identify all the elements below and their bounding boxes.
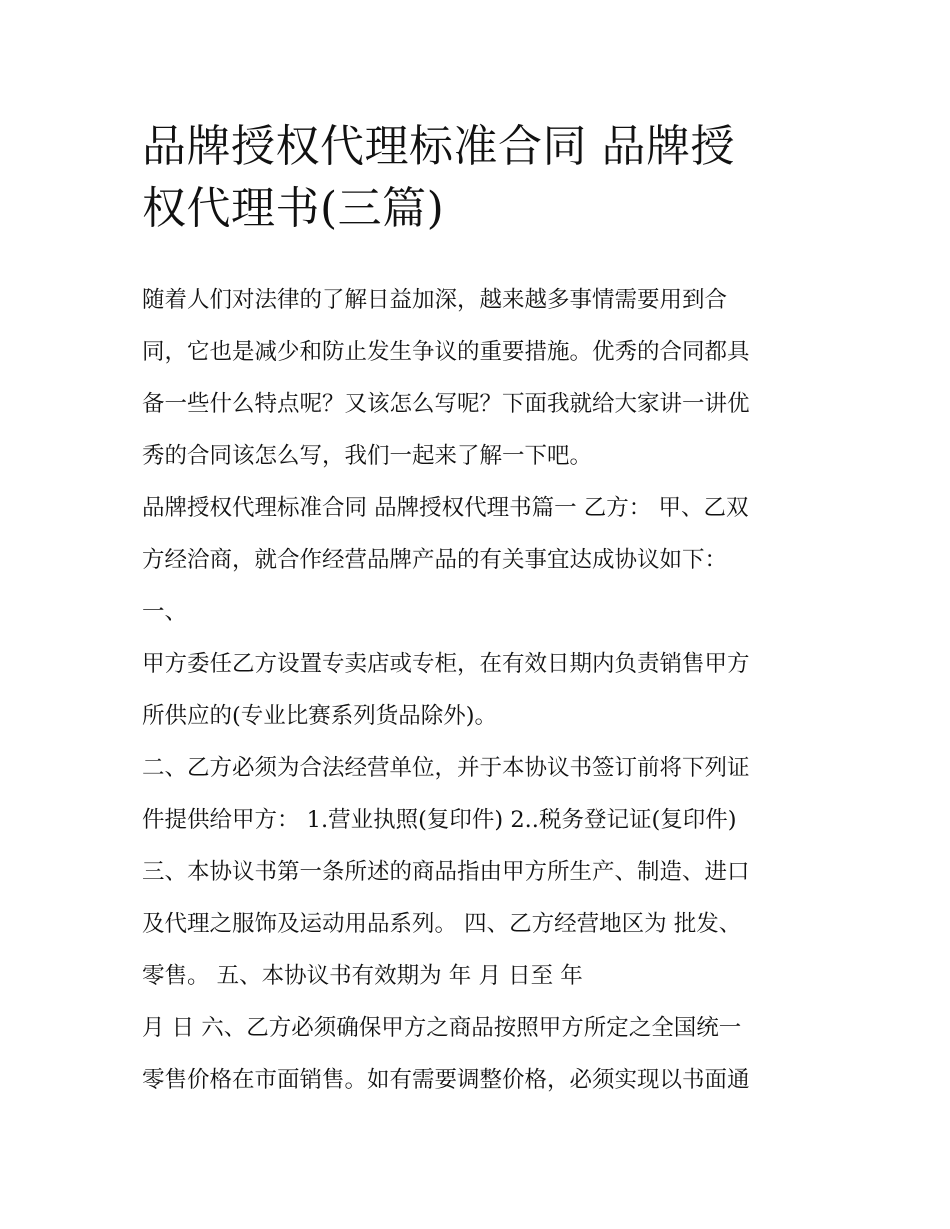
body-line: 同，它也是减少和防止发生争议的重要措施。优秀的合同都具 — [142, 339, 750, 365]
document-content — [142, 116, 814, 1106]
body-line: 月 日 六、乙方必须确保甲方之商品按照甲方所定之全国统一 — [142, 1015, 742, 1041]
body-line: 方经洽商，就合作经营品牌产品的有关事宜达成协议如下： — [142, 547, 728, 573]
body-line: 二、乙方必须为合法经营单位，并于本协议书签订前将下列证 — [142, 755, 750, 781]
body-line: 件提供给甲方： 1.营业执照(复印件) 2..税务登记证(复印件) — [142, 807, 737, 833]
body-line: 随着人们对法律的了解日益加深，越来越多事情需要用到合 — [142, 287, 728, 313]
document-title — [142, 116, 814, 240]
document-body — [142, 274, 814, 1106]
body-line: 及代理之服饰及运动用品系列。 四、乙方经营地区为 批发、 — [142, 911, 742, 937]
body-line: 备一些什么特点呢？又该怎么写呢？下面我就给大家讲一讲优 — [142, 391, 750, 417]
body-line: 品牌授权代理标准合同 品牌授权代理书篇一 乙方： 甲、乙双 — [142, 495, 749, 521]
body-line: 一、 — [142, 599, 188, 625]
title-line: 权代理书(三篇) — [142, 183, 445, 234]
body-line: 三、本协议书第一条所述的商品指由甲方所生产、制造、进口 — [142, 859, 750, 885]
body-line: 零售。 五、本协议书有效期为 年 月 日至 年 — [142, 963, 583, 989]
title-line: 品牌授权代理标准合同 品牌授 — [142, 121, 735, 172]
body-line: 所供应的(专业比赛系列货品除外)。 — [142, 703, 498, 729]
body-line: 甲方委任乙方设置专卖店或专柜，在有效日期内负责销售甲方 — [142, 651, 750, 677]
body-line: 零售价格在市面销售。如有需要调整价格，必须实现以书面通 — [142, 1067, 750, 1093]
body-line: 秀的合同该怎么写，我们一起来了解一下吧。 — [142, 443, 593, 469]
